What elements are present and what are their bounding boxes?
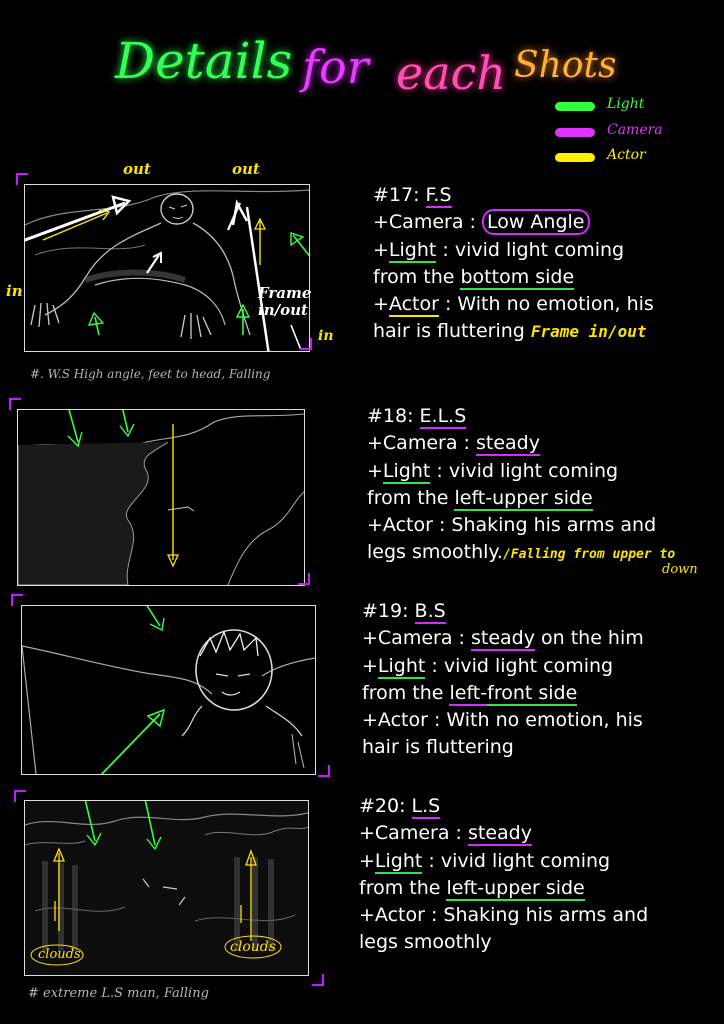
label-clouds-right: clouds <box>230 939 276 955</box>
sketch-falling-man-high-angle <box>25 185 309 351</box>
sketch-falling-figure-extreme-long-shot <box>18 410 304 585</box>
legend-swatch-light <box>555 102 595 111</box>
frame-corner-mark <box>312 974 324 986</box>
shot-17-light-direction: bottom side <box>460 265 575 288</box>
shot-19-light-direction-front: front side <box>487 681 578 704</box>
title-word-for: for <box>302 40 369 94</box>
shot-19-light-label: Light <box>377 654 426 677</box>
storyboard-panel-shot-18 <box>17 409 305 586</box>
frame-corner-mark <box>318 765 330 777</box>
label-out-left: out <box>123 160 151 178</box>
shot-18-camera-value: steady <box>475 432 540 455</box>
shot-18-annotation-end: down <box>662 562 698 577</box>
label-in-left: in <box>6 282 23 300</box>
shot-20-actor-line: +Actor : Shaking his arms and <box>359 904 649 927</box>
shot-19-camera-value: steady <box>470 627 535 650</box>
label-out-right: out <box>232 160 260 178</box>
shot-17-type: F.S <box>425 184 452 206</box>
shot-18-light-direction: left-upper side <box>454 486 593 509</box>
title-word-each: each <box>396 46 507 100</box>
shot-17-header: #17: F.S <box>373 184 452 206</box>
shot-19-type: B.S <box>414 600 446 622</box>
page-title <box>0 30 724 100</box>
label-frame-in-out: Frame in/out <box>258 284 312 319</box>
shot-19-actor-line: +Actor : With no emotion, his <box>362 709 643 732</box>
label-clouds-left: clouds <box>38 947 81 962</box>
shot-17-actor-label: Actor <box>388 293 439 316</box>
shot-20-light-direction: left-upper side <box>446 876 585 899</box>
shot-18-actor-line: +Actor : Shaking his arms and <box>367 514 657 537</box>
panel-caption-shot-17: #. W.S High angle, feet to head, Falling <box>30 367 271 381</box>
shot-18-type: E.L.S <box>419 405 467 427</box>
shot-18-details: #18: E.L.S +Camera : steady +Light : vivid light coming from the left-upper side +Actor : Shaking his arms and legs smoothly./Falling from upper to <box>367 405 676 564</box>
shot-18-annotation: /Falling from upper to <box>502 547 676 563</box>
shot-18-light-label: Light <box>382 459 431 482</box>
legend-label-actor: Actor <box>607 147 646 163</box>
shot-19-details: #19: B.S +Camera : steady on the him +Light : vivid light coming from the left-front side +Actor : With no emotion, his hair is fluttering <box>362 600 644 759</box>
sketch-man-bust-shot <box>22 606 315 774</box>
shot-20-light-label: Light <box>374 849 423 872</box>
frame-corner-mark <box>298 573 310 585</box>
shot-19-light-direction-left: left- <box>449 681 488 704</box>
shot-20-type: L.S <box>411 795 441 817</box>
shot-17-light-label: Light <box>388 238 437 261</box>
shot-17-camera-value: Low Angle <box>482 209 590 235</box>
legend-swatch-actor <box>555 153 595 162</box>
label-in-right: in <box>318 328 334 344</box>
frame-corner-mark <box>300 338 312 350</box>
shot-20-details: #20: L.S +Camera : steady +Light : vivid light coming from the left-upper side +Actor : Shaking his arms and legs smoothly <box>359 795 649 954</box>
storyboard-panel-shot-17 <box>24 184 310 352</box>
shot-17-details: #17: F.S +Camera : Low Angle +Light : vivid light coming from the bottom side +Actor : With no emotion, his hair is fluttering Frame in/out <box>373 184 654 343</box>
legend-swatch-camera <box>555 128 595 137</box>
shot-17-annotation: Frame in/out <box>530 322 647 342</box>
legend-label-light: Light <box>607 96 645 112</box>
shot-20-camera-value: steady <box>467 822 532 845</box>
panel-caption-shot-20: # extreme L.S man, Falling <box>28 986 209 1001</box>
title-word-shots: Shots <box>514 45 617 86</box>
storyboard-panel-shot-19 <box>21 605 316 775</box>
legend-label-camera: Camera <box>607 122 663 138</box>
title-word-details: Details <box>115 32 293 90</box>
